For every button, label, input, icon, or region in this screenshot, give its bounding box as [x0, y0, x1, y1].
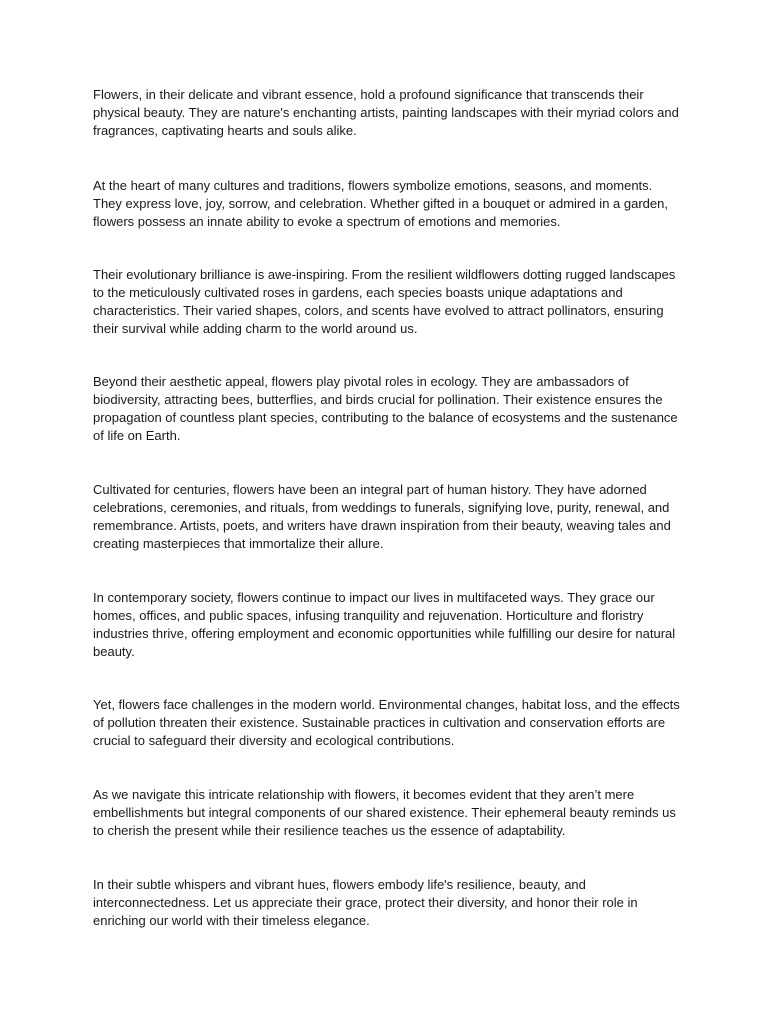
paragraph-intro: Flowers, in their delicate and vibrant essence, hold a profound significance that transcends their physical beauty. They are nature's enchanting artists, painting landscapes with their myriad colors and fragrances, captivating hearts and souls alike. — [93, 87, 679, 138]
paragraph-cultures: At the heart of many cultures and traditions, flowers symbolize emotions, seasons, and moments. They express love, joy, sorrow, and celebration. Whether gifted in a bouquet or admired in a garden, flowers possess an innate ability to evoke a spectrum of emotions and memories. — [93, 178, 668, 229]
paragraph-evolution: Their evolutionary brilliance is awe-inspiring. From the resilient wildflowers dotting rugged landscapes to the meticulously cultivated roses in gardens, each species boasts unique adaptations and characteristics. Their varied shapes, colors, and scents have evolved to attract pollinators, ensuring their survival while adding charm to the world around us. — [93, 267, 676, 336]
paragraph-challenges: Yet, flowers face challenges in the modern world. Environmental changes, habitat loss, and the effects of pollution threaten their existence. Sustainable practices in cultivation and conservation efforts are crucial to safeguard their diversity and ecological contributions. — [93, 697, 680, 748]
paragraph-relationship: As we navigate this intricate relationship with flowers, it becomes evident that they aren’t mere embellishments but integral components of our shared existence. Their ephemeral beauty reminds us to cherish the present while their resilience teaches us the essence of adaptability. — [93, 787, 676, 838]
paragraph-history: Cultivated for centuries, flowers have been an integral part of human history. They have adorned celebrations, ceremonies, and rituals, from weddings to funerals, signifying love, purity, renewal, and remembrance. Artists, poets, and writers have drawn inspiration from their beauty, weaving tales and creating masterpieces that immortalize their allure. — [93, 482, 671, 551]
paragraph-contemporary: In contemporary society, flowers continue to impact our lives in multifaceted ways. They grace our homes, offices, and public spaces, infusing tranquility and rejuvenation. Horticulture and floristry industries thrive, offering employment and economic opportunities while fulfilling our desire for natural beauty. — [93, 590, 676, 659]
paragraph-ecology: Beyond their aesthetic appeal, flowers play pivotal roles in ecology. They are ambassadors of biodiversity, attracting bees, butterflies, and birds crucial for pollination. Their existence ensures the propagation of countless plant species, contributing to the balance of ecosystems and the sustenance of life on Earth. — [93, 374, 678, 443]
paragraph-conclusion: In their subtle whispers and vibrant hues, flowers embody life's resilience, beauty, and interconnectedness. Let us appreciate their grace, protect their diversity, and honor their role in enriching our world with their timeless elegance. — [93, 877, 638, 928]
